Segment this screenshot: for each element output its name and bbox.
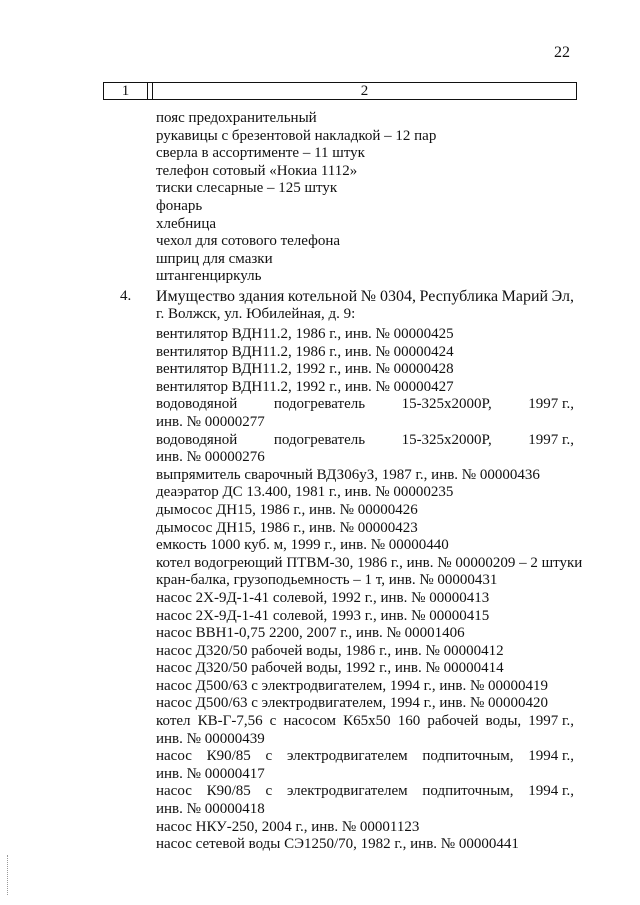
word: К65x50 [343,713,391,730]
word: с [265,783,273,800]
section-title-line-1 [156,288,574,306]
justified-line [156,783,574,801]
list-item: насос сетевой воды СЭ1250/70, 1982 г., инв. № 00000441 [156,836,519,853]
word: 160 [397,713,421,730]
list-item: насос ВВН1-0,75 2200, 2007 г., инв. № 00001406 [156,625,465,642]
column-header-2: 2 [152,83,576,99]
list-item-pump-1 [156,748,574,783]
word: 1997 г., [528,396,574,413]
continuation-line: инв. № 00000417 [156,765,265,782]
word: 1994 г., [528,748,574,765]
section-title-line-2: г. Волжск, ул. Юбилейная, д. 9: [156,306,356,322]
column-header-1: 1 [104,83,148,99]
word: насос [156,783,192,800]
list-item: вентилятор ВДН11.2, 1992 г., инв. № 00000428 [156,361,454,378]
continuation-line: инв. № 00000277 [156,413,265,430]
justified-line [156,748,574,766]
word: 1994 г., [528,783,574,800]
list-item-boiler [156,713,574,748]
word: К90/85 [206,783,251,800]
title-word: котельной [287,288,358,305]
list-item-heater-1 [156,396,574,431]
list-item: сверла в ассортименте – 11 штук [156,145,365,162]
title-word: Республика [419,288,499,305]
list-item: насос Д500/63 с электродвигателем, 1994 г., инв. № 00000419 [156,677,549,694]
list-item: телефон сотовый «Нокиа 1112» [156,162,358,179]
word: электродвигателем [286,783,408,800]
list-item: фонарь [156,197,203,214]
title-word: № 0304, [360,288,416,305]
word: 1997 г., [528,431,574,448]
list-item: котел водогреющий ПТВМ-30, 1986 г., инв. № 00000209 – 2 штуки [156,554,583,571]
list-item: чехол для сотового телефона [156,233,341,250]
title-word: Имущество [156,288,236,305]
continuation-line: инв. № 00000276 [156,449,265,466]
word: КВ-Г-7,56 [197,713,263,730]
word: насосом [283,713,337,730]
word: с [265,748,273,765]
word: электродвигателем [286,748,408,765]
list-item: емкость 1000 куб. м, 1999 г., инв. № 00000440 [156,537,449,554]
word: воды, [485,713,522,730]
word: подпиточным, [422,783,514,800]
word: 15-325x2000Р, [401,396,492,413]
list-item: насос Д320/50 рабочей воды, 1986 г., инв. № 00000412 [156,642,504,659]
word: подогреватель [273,396,366,413]
justified-line [156,713,574,731]
page-number: 22 [554,44,570,61]
word: котел [156,713,191,730]
section-number: 4. [120,288,132,304]
word: насос [156,748,192,765]
word: К90/85 [206,748,251,765]
list-item: вентилятор ВДН11.2, 1986 г., инв. № 00000425 [156,326,454,342]
margin-scan-dots [7,855,10,895]
continuation-line: инв. № 00000418 [156,801,265,818]
table-header [103,82,577,100]
word: с [269,713,277,730]
list-item: выпрямитель сварочный ВДЗ06уЗ, 1987 г., инв. № 00000436 [156,466,540,483]
title-word: здания [238,288,285,305]
title-word: Марий [501,288,549,305]
word: водоводяной [156,431,238,448]
justified-line [156,396,574,414]
list-item: вентилятор ВДН11.2, 1992 г., инв. № 00000427 [156,378,454,395]
list-top [156,110,574,286]
list-item: насос Д500/63 с электродвигателем, 1994 г., инв. № 00000420 [156,695,549,712]
list-item: насос НКУ-250, 2004 г., инв. № 00001123 [156,818,420,835]
list-item: штангенциркуль [156,268,262,285]
list-item: хлебница [156,215,217,232]
list-item: вентилятор ВДН11.2, 1986 г., инв. № 00000424 [156,343,454,360]
word: 15-325x2000Р, [401,431,492,448]
list-section-4 [156,326,583,854]
list-item-pump-2 [156,783,574,818]
list-item: насос Д320/50 рабочей воды, 1992 г., инв. № 00000414 [156,660,504,677]
word: водоводяной [156,396,238,413]
list-item: дымосос ДН15, 1986 г., инв. № 00000423 [156,519,418,536]
word: подпиточным, [422,748,514,765]
justified-line [156,432,574,450]
list-item: рукавицы с брезентовой накладкой – 12 пар [156,127,437,144]
list-item: насос 2Х-9Д-1-41 солевой, 1992 г., инв. № 00000413 [156,589,490,606]
section-title [156,288,574,324]
word: 1997 г., [528,713,574,730]
list-item: насос 2Х-9Д-1-41 солевой, 1993 г., инв. № 00000415 [156,607,490,624]
list-item-heater-2 [156,432,574,467]
word: подогреватель [273,431,366,448]
list-item: пояс предохранительный [156,110,317,126]
list-item: кран-балка, грузоподьемность – 1 т, инв. № 00000431 [156,572,498,589]
continuation-line: инв. № 00000439 [156,730,265,747]
word: рабочей [427,713,479,730]
list-item: дымосос ДН15, 1986 г., инв. № 00000426 [156,501,418,518]
list-item: тиски слесарные – 125 штук [156,180,338,197]
title-word: Эл, [551,288,574,305]
list-item: деаэратор ДС 13.400, 1981 г., инв. № 00000235 [156,484,454,501]
list-item: шприц для смазки [156,250,273,267]
